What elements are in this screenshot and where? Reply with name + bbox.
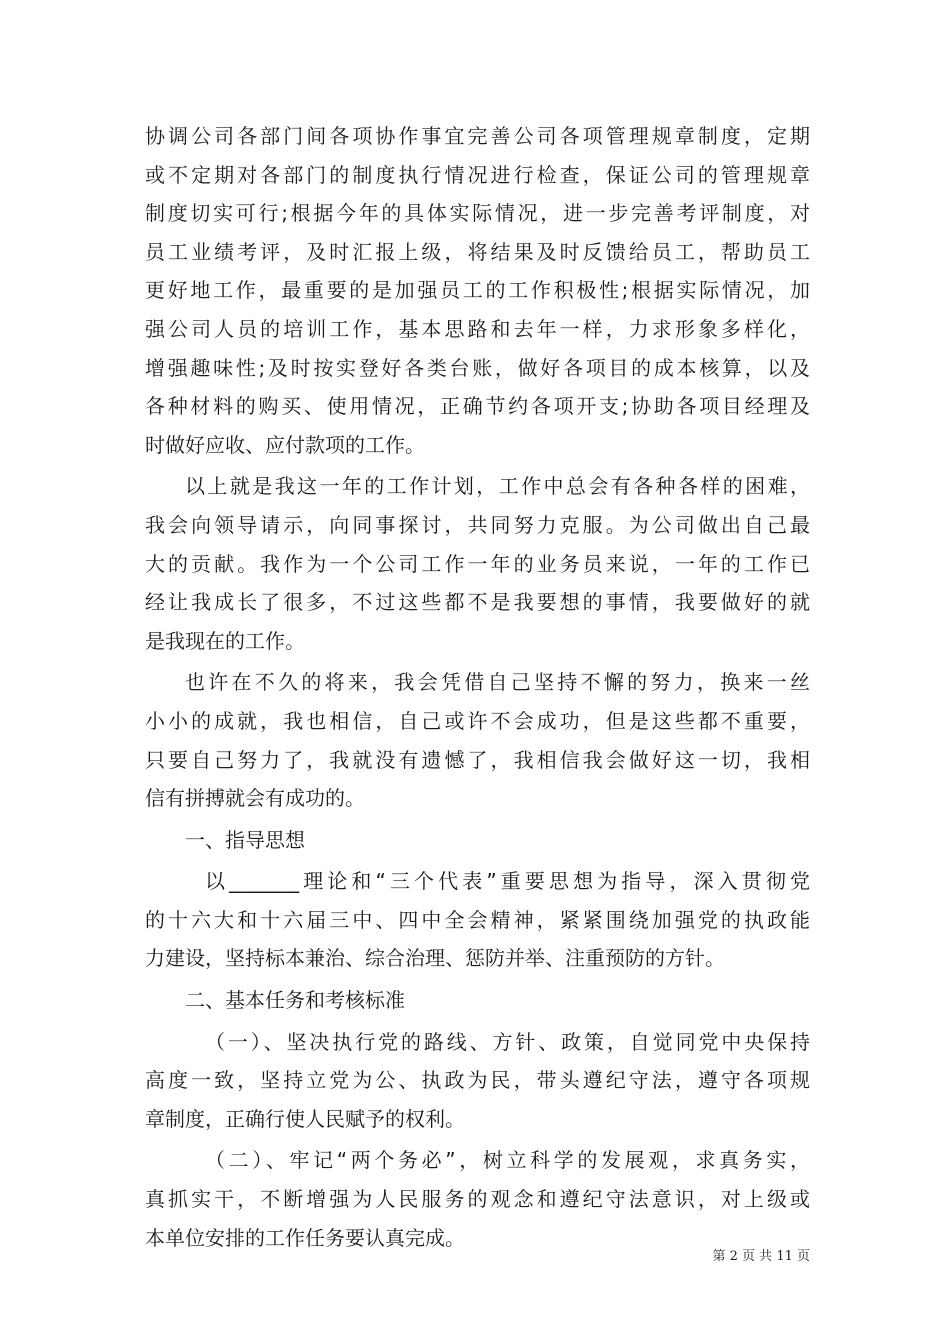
section-heading bbox=[145, 821, 810, 860]
paragraph bbox=[145, 1141, 810, 1257]
text-line: 只要自己努力了，我就没有遗憾了，我相信我会做好这一切，我相 bbox=[145, 747, 810, 772]
text-line: 小小的成就，我也相信，自己或许不会成功，但是这些都不重要， bbox=[145, 708, 810, 733]
text-line: 真抓实干，不断增强为人民服务的观念和遵纪守法意识，对上级或 bbox=[145, 1187, 810, 1212]
text-line: 是我现在的工作。 bbox=[145, 628, 305, 653]
text-line: 也许在不久的将来，我会凭借自己坚持不懈的努力，换来一丝 bbox=[185, 670, 810, 695]
text-line: 力建设，坚持标本兼治、综合治理、惩防并举、注重预防的方针。 bbox=[145, 946, 725, 971]
heading-text: 一、指导思想 bbox=[185, 827, 305, 852]
text-line: 我会向领导请示，向同事探讨，共同努力克服。为公司做出自己最 bbox=[145, 512, 810, 537]
text-line: 以_______理论和“三个代表”重要思想为指导，深入贯彻党 bbox=[205, 869, 810, 894]
paragraph bbox=[145, 467, 810, 660]
text-line: （一）、坚决执行党的路线、方针、政策，自觉同党中央保持 bbox=[205, 1029, 810, 1054]
document-body bbox=[145, 117, 810, 1257]
text-line: 员工业绩考评，及时汇报上级，将结果及时反馈给员工，帮助员工 bbox=[145, 239, 810, 264]
heading-text: 二、基本任务和考核标准 bbox=[185, 988, 405, 1013]
text-line: 增强趣味性;及时按实登好各类台账，做好各项目的成本核算，以及 bbox=[145, 355, 810, 380]
text-line: 的十六大和十六届三中、四中全会精神，紧紧围绕加强党的执政能 bbox=[145, 907, 810, 932]
text-line: 更好地工作，最重要的是加强员工的工作积极性;根据实际情况，加 bbox=[145, 278, 810, 303]
text-line: 协调公司各部门间各项协作事宜完善公司各项管理规章制度，定期 bbox=[145, 124, 810, 148]
text-line: 时做好应收、应付款项的工作。 bbox=[145, 432, 425, 457]
text-line: 本单位安排的工作任务要认真完成。 bbox=[145, 1225, 465, 1250]
text-line: 各种材料的购买、使用情况，正确节约各项开支;协助各项目经理及 bbox=[145, 394, 810, 419]
paragraph bbox=[145, 117, 810, 464]
text-line: 章制度，正确行使人民赋予的权利。 bbox=[145, 1106, 465, 1131]
text-line: 制度切实可行;根据今年的具体实际情况，进一步完善考评制度，对 bbox=[145, 201, 810, 226]
text-line: 以上就是我这一年的工作计划，工作中总会有各种各样的困难， bbox=[185, 474, 810, 499]
text-line: （二）、牢记“两个务必”，树立科学的发展观，求真务实， bbox=[205, 1148, 810, 1173]
text-line: 或不定期对各部门的制度执行情况进行检查，保证公司的管理规章 bbox=[145, 162, 810, 187]
text-line: 信有拼搏就会有成功的。 bbox=[145, 786, 365, 811]
text-line: 大的贡献。我作为一个公司工作一年的业务员来说，一年的工作已 bbox=[145, 551, 810, 576]
paragraph bbox=[145, 862, 810, 978]
text-line: 强公司人员的培训工作，基本思路和去年一样，力求形象多样化， bbox=[145, 316, 810, 341]
paragraph bbox=[145, 663, 810, 817]
page-number: 第 2 页 共 11 页 bbox=[712, 1249, 810, 1264]
text-line: 经让我成长了很多，不过这些都不是我要想的事情，我要做好的就 bbox=[145, 590, 810, 615]
text-line: 高度一致，坚持立党为公、执政为民，带头遵纪守法，遵守各项规 bbox=[145, 1068, 810, 1093]
paragraph bbox=[145, 1023, 810, 1139]
section-heading bbox=[145, 981, 810, 1020]
